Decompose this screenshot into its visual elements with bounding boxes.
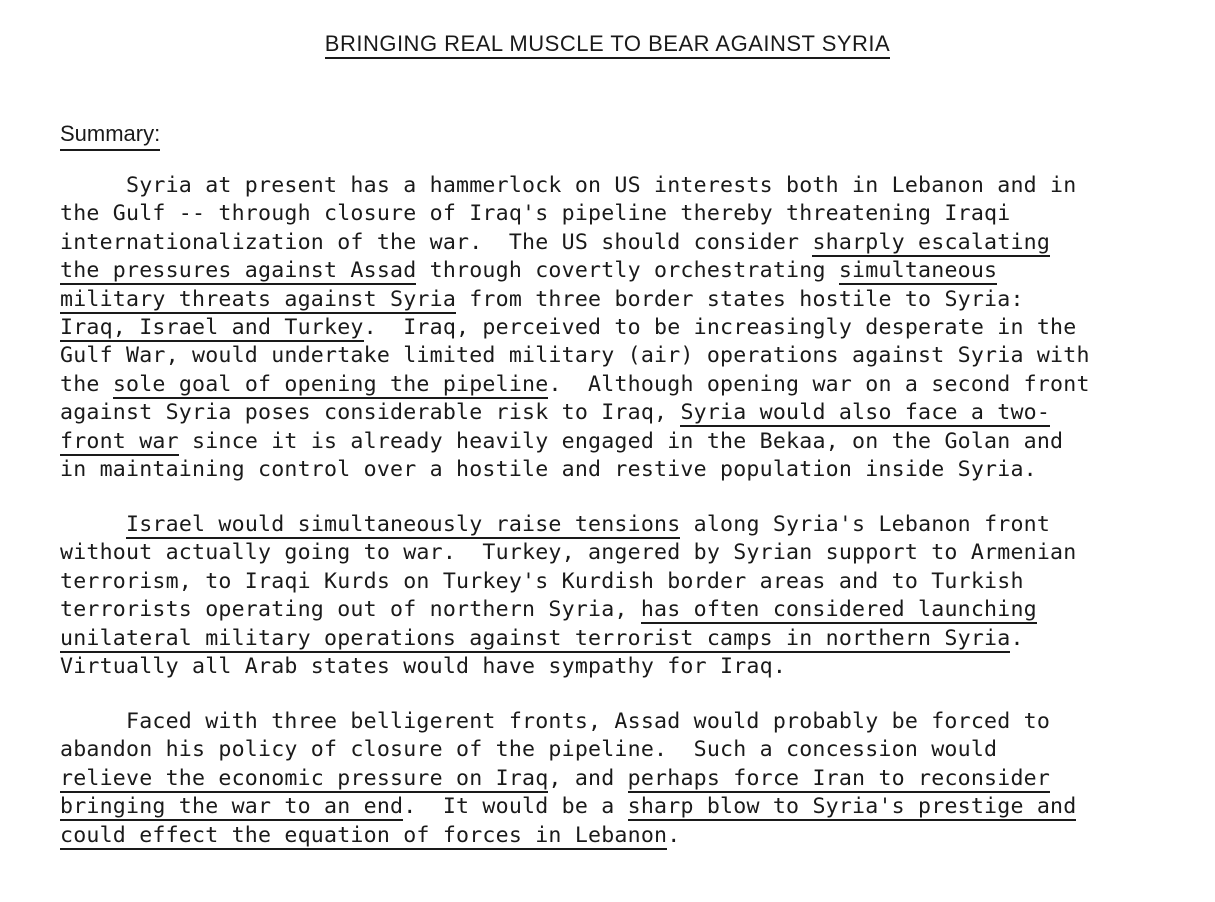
text-line	[60, 511, 1170, 539]
underlined-text: Israel would simultaneously raise tensions	[126, 512, 681, 537]
text-segment: in maintaining control over a hostile and restive population inside Syria.	[60, 456, 1037, 482]
text-segment: through covertly orchestrating	[416, 258, 839, 284]
text-line	[60, 342, 1170, 370]
section-heading-summary: Summary:	[60, 120, 160, 151]
text-segment: .	[1010, 625, 1024, 651]
text-line	[60, 229, 1170, 257]
text-segment: against Syria poses considerable risk to Iraq,	[60, 400, 681, 426]
underlined-text: sharply escalating	[812, 229, 1051, 255]
underlined-text: has often considered launching	[640, 597, 1037, 623]
text-line	[60, 708, 1170, 736]
underlined-text: perhaps force Iran to reconsider	[627, 765, 1051, 791]
text-segment: . It would be a	[403, 794, 628, 820]
text-segment: Syria at present has a hammerlock on US interests both in Lebanon and in	[60, 173, 1077, 198]
text-line	[60, 314, 1170, 342]
text-segment: . Iraq, perceived to be increasingly desperate in the	[363, 314, 1077, 340]
text-segment: since it is already heavily engaged in the Bekaa, on the Golan and	[178, 428, 1064, 454]
text-line	[60, 822, 1170, 850]
text-line	[60, 765, 1170, 793]
text-line	[60, 456, 1170, 484]
underlined-text: could effect the equation of forces in Lebanon	[60, 822, 668, 848]
text-line	[60, 568, 1170, 596]
text-segment: the Gulf -- through closure of Iraq's pipeline thereby threatening Iraqi	[60, 201, 1011, 227]
text-line	[60, 596, 1170, 624]
text-line	[60, 653, 1170, 681]
text-line	[60, 399, 1170, 427]
text-segment: Gulf War, would undertake limited military (air) operations against Syria with	[60, 343, 1090, 369]
underlined-text: the pressures against Assad	[60, 258, 417, 284]
text-segment: terrorists operating out of northern Syria,	[60, 597, 641, 623]
underlined-text: simultaneous	[838, 258, 998, 284]
text-segment: internationalization of the war. The US should consider	[60, 229, 813, 255]
text-segment: abandon his policy of closure of the pipeline. Such a concession would	[60, 737, 998, 763]
underlined-text: sole goal of opening the pipeline	[112, 371, 549, 397]
text-line	[60, 257, 1170, 285]
text-line	[60, 200, 1170, 228]
text-segment: without actually going to war. Turkey, angered by Syrian support to Armenian	[60, 540, 1077, 566]
text-line	[60, 428, 1170, 456]
text-line	[60, 371, 1170, 399]
text-segment	[60, 512, 126, 537]
underlined-text: bringing the war to an end	[60, 794, 404, 820]
text-line	[60, 539, 1170, 567]
underlined-text: front war	[60, 428, 179, 454]
text-segment: the	[60, 371, 113, 397]
document-title	[0, 30, 1215, 58]
text-segment: Faced with three belligerent fronts, Assad would probably be forced to	[60, 709, 1051, 734]
text-segment: terrorism, to Iraqi Kurds on Turkey's Kurdish border areas and to Turkish	[60, 568, 1024, 594]
underlined-text: relieve the economic pressure on Iraq	[60, 765, 549, 791]
paragraph-2	[60, 511, 1170, 681]
underlined-text: Iraq, Israel and Turkey	[60, 314, 364, 340]
text-line	[60, 625, 1170, 653]
text-segment: . Although opening war on a second front	[548, 371, 1090, 397]
text-segment: .	[667, 822, 681, 848]
text-line	[60, 793, 1170, 821]
paragraph-1	[60, 172, 1170, 484]
text-segment: , and	[548, 765, 628, 791]
text-segment: Virtually all Arab states would have sympathy for Iraq.	[60, 653, 787, 679]
underlined-text: military threats against Syria	[60, 286, 457, 312]
paragraph-3	[60, 708, 1170, 850]
text-line	[60, 172, 1170, 200]
text-line	[60, 736, 1170, 764]
text-segment: along Syria's Lebanon front	[680, 512, 1051, 537]
underlined-text: Syria would also face a two-	[680, 400, 1051, 426]
underlined-text: unilateral military operations against terrorist camps in northern Syria	[60, 625, 1011, 651]
underlined-text: sharp blow to Syria's prestige and	[627, 794, 1077, 820]
text-segment: from three border states hostile to Syria:	[456, 286, 1024, 312]
text-line	[60, 286, 1170, 314]
document-title-text: BRINGING REAL MUSCLE TO BEAR AGAINST SYRIA	[325, 31, 890, 59]
